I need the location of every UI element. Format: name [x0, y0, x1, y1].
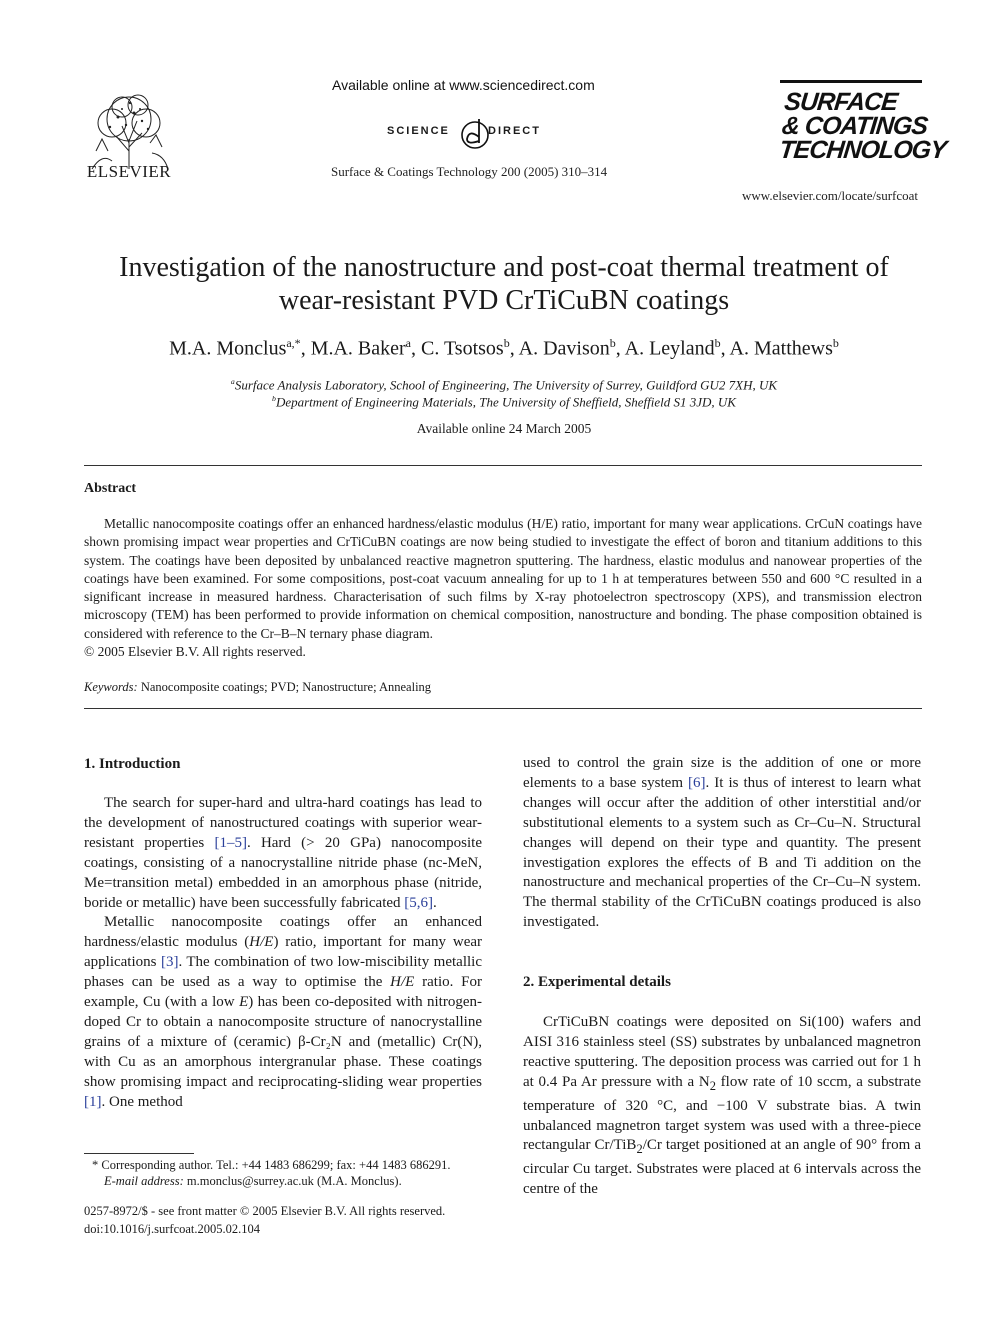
text: /Cr target positioned at an angle of 90° from a circular Cu target. Substrates were placed at 6 intervals across the centre of the — [523, 1137, 921, 1198]
author-name[interactable]: C. Tsotsos — [421, 337, 504, 360]
author-affil-mark: b — [832, 336, 839, 350]
author-affil-mark: b — [714, 336, 721, 350]
text: CrTiCuBN coatings were deposited on Si(100) wafers and AISI 316 stainless steel (SS) substrates by unbalanced magnetron reactive sputtering. The deposition process was carried out for 1 h at 0.4 Pa Ar pressure with a N — [523, 1014, 921, 1090]
author-name[interactable]: A. Leyland — [624, 337, 715, 360]
experimental-body — [523, 1013, 921, 1200]
symbol: H/E — [390, 974, 415, 991]
email-address[interactable]: m.monclus@surrey.ac.uk (M.A. Monclus). — [183, 1173, 402, 1188]
title-line: Investigation of the nanostructure and post-coat thermal treatment of — [119, 252, 889, 283]
title-line: wear-resistant PVD CrTiCuBN coatings — [278, 285, 730, 316]
affil-mark: a — [230, 377, 235, 386]
keywords-label: Keywords: — [84, 680, 138, 694]
footnote-line: * Corresponding author. Tel.: +44 1483 686299; fax: +44 1483 686291. — [92, 1158, 451, 1172]
sciencedirect-logo[interactable] — [387, 115, 577, 151]
citation-link[interactable]: [1] — [84, 1093, 102, 1110]
divider — [84, 465, 922, 466]
citation-link[interactable]: [3] — [160, 954, 179, 971]
sciencedirect-d-icon — [459, 115, 491, 151]
text: used to control the grain size is the addition of one or more elements to a base system — [523, 755, 921, 791]
introduction-body — [84, 794, 482, 1113]
text: Metallic nanocomposite coatings offer an enhanced hardness/elastic modulus ( — [84, 914, 482, 951]
journal-logo-line: TECHNOLOGY — [778, 136, 948, 164]
abstract-body — [84, 515, 922, 661]
science-word: SCIENCE — [387, 125, 450, 137]
text: flow rate of 10 sccm, a substrate temperature of 320 °C, and −100 V substrate bias. A twin unbalanced magnetron target system was used with a three-piece rectangular Cr/TiB — [523, 1073, 921, 1154]
author-affil-mark: a — [405, 336, 411, 350]
affiliation-b — [84, 394, 924, 410]
email-label: E-mail address: — [104, 1173, 184, 1188]
doi-line[interactable]: doi:10.1016/j.surfcoat.2005.02.104 — [84, 1222, 261, 1236]
keywords-list: Nanocomposite coatings; PVD; Nanostructure; Annealing — [140, 680, 432, 694]
keywords — [84, 680, 431, 695]
section-heading-introduction: 1. Introduction — [84, 756, 181, 772]
journal-logo — [778, 88, 948, 164]
author-name[interactable]: A. Davison — [518, 337, 610, 360]
available-online-date: Available online 24 March 2005 — [416, 421, 592, 436]
corresponding-author-footnote — [84, 1158, 484, 1189]
introduction-continued — [523, 754, 921, 933]
publisher-name: ELSEVIER — [86, 162, 172, 181]
text: The search for super-hard and ultra-hard coatings has lead to the development of nanostructured coatings with superior wear-resistant properties — [84, 795, 482, 851]
affil-mark: b — [272, 394, 276, 403]
paragraph — [84, 794, 482, 913]
citation-link[interactable]: [5,6] — [404, 894, 434, 911]
affiliation-a — [84, 377, 924, 393]
footnote-divider — [84, 1153, 194, 1154]
available-online-text[interactable]: Available online at www.sciencedirect.com — [332, 77, 595, 93]
footnote-email-line — [84, 1174, 484, 1190]
abstract-copyright: © 2005 Elsevier B.V. All rights reserved. — [84, 644, 306, 660]
author-name[interactable]: A. Matthews — [729, 337, 833, 360]
affil-text: Department of Engineering Materials, The University of Sheffield, Sheffield S1 3JD, UK — [275, 394, 736, 410]
text: . — [433, 894, 437, 911]
text: . It is thus of interest to learn what changes will occur after the addition of other interstitial and/or substitutional elements to a system such as Cr–Cu–N. Structural changes will depend on their type and quantity. The present investigation explores the effects of B and Ti addition on the nanostructure and mechanical properties of the Cr–Cu–N system. The thermal stability of the CrTiCuBN coatings produced is also investigated. — [523, 774, 921, 931]
paragraph — [523, 754, 921, 933]
symbol: E — [239, 994, 249, 1011]
citation-link[interactable]: [1–5] — [214, 834, 247, 851]
text: ) ratio, important for many wear applications — [84, 934, 483, 971]
journal-url[interactable]: www.elsevier.com/locate/surfcoat — [742, 188, 919, 203]
journal-citation: Surface & Coatings Technology 200 (2005) 310–314 — [331, 164, 608, 179]
divider — [84, 708, 922, 709]
paragraph — [523, 1013, 921, 1200]
author-affil-mark: b — [503, 336, 510, 350]
front-matter — [84, 1202, 445, 1238]
author-name[interactable]: M.A. Monclus — [169, 337, 287, 360]
symbol: H/E — [249, 934, 274, 951]
article-title — [84, 251, 924, 317]
text: ratio. For example, Cu (with a low — [84, 974, 482, 1011]
abstract-heading: Abstract — [84, 481, 137, 496]
subscript: 2 — [709, 1078, 716, 1093]
author-affil-mark: b — [609, 336, 616, 350]
direct-word: DIRECT — [488, 125, 541, 137]
text: . The combination of two low-miscibility metallic phases can be used as a way to optimise the — [84, 954, 482, 991]
text: ) has been co-deposited with nitrogen-doped Cr to obtain a nanocomposite structure of nanocrystalline grains of a mixture of (ceramic) β-Cr₂N and (metallic) Cr(N), with Cu as an amorphous intergranular phase. These coatings show promising impact and reciprocating-sliding wear properties — [84, 994, 482, 1090]
text: . Hard (> 20 GPa) nanocomposite coatings, consisting of a nanocrystalline nitride phase (nc-MeN, Me=transition metal) embedded in an amorphous phase (nitride, boride or metallic) have been successfully fabricated — [84, 834, 482, 911]
paragraph — [84, 913, 482, 1112]
author-name[interactable]: M.A. Baker — [310, 337, 406, 360]
journal-logo-rule — [780, 80, 922, 83]
text: . One method — [101, 1093, 183, 1110]
subscript: 2 — [636, 1142, 643, 1157]
affil-text: Surface Analysis Laboratory, School of Engineering, The University of Surrey, Guildford GU2 7XH, UK — [234, 377, 778, 393]
author-affil-mark: a,* — [286, 336, 301, 350]
section-heading-experimental: 2. Experimental details — [523, 974, 671, 990]
journal-logo-line: SURFACE — [783, 88, 899, 116]
abstract-text: Metallic nanocomposite coatings offer an enhanced hardness/elastic modulus (H/E) ratio, important for many wear applications. CrCuN coatings have shown promising impact wear properties and CrTiCuBN coatings are now being studied to investigate the effect of boron and titanium additions to this system. The coatings have been deposited by unbalanced reactive magnetron sputtering. The hardness, elastic modulus and nanowear properties of the coatings have been examined. For some compositions, post-coat vacuum annealing for up to 1 h at temperatures between 550 and 600 °C resulted in a significant increase in measured hardness. Characterisation of such films by X-ray photoelectron spectroscopy (XPS), and transmission electron microscopy (TEM) has been performed to provide information on chemical composition, nanostructure and bonding. The phase composition obtained is considered with reference to the Cr–B–N ternary phase diagram. — [84, 516, 922, 641]
citation-link[interactable]: [6] — [688, 774, 706, 791]
author-list: M.A. Monclus$^{a,*}$, M.A. Baker$^a$, C. Tsotsos$^b$, A. Davison$^b$, A. Leyland$^b$, A. Matthews$^b$ — [169, 336, 839, 360]
journal-logo-line: & COATINGS — [780, 112, 929, 140]
issn-line: 0257-8972/$ - see front matter © 2005 Elsevier B.V. All rights reserved. — [84, 1204, 446, 1218]
